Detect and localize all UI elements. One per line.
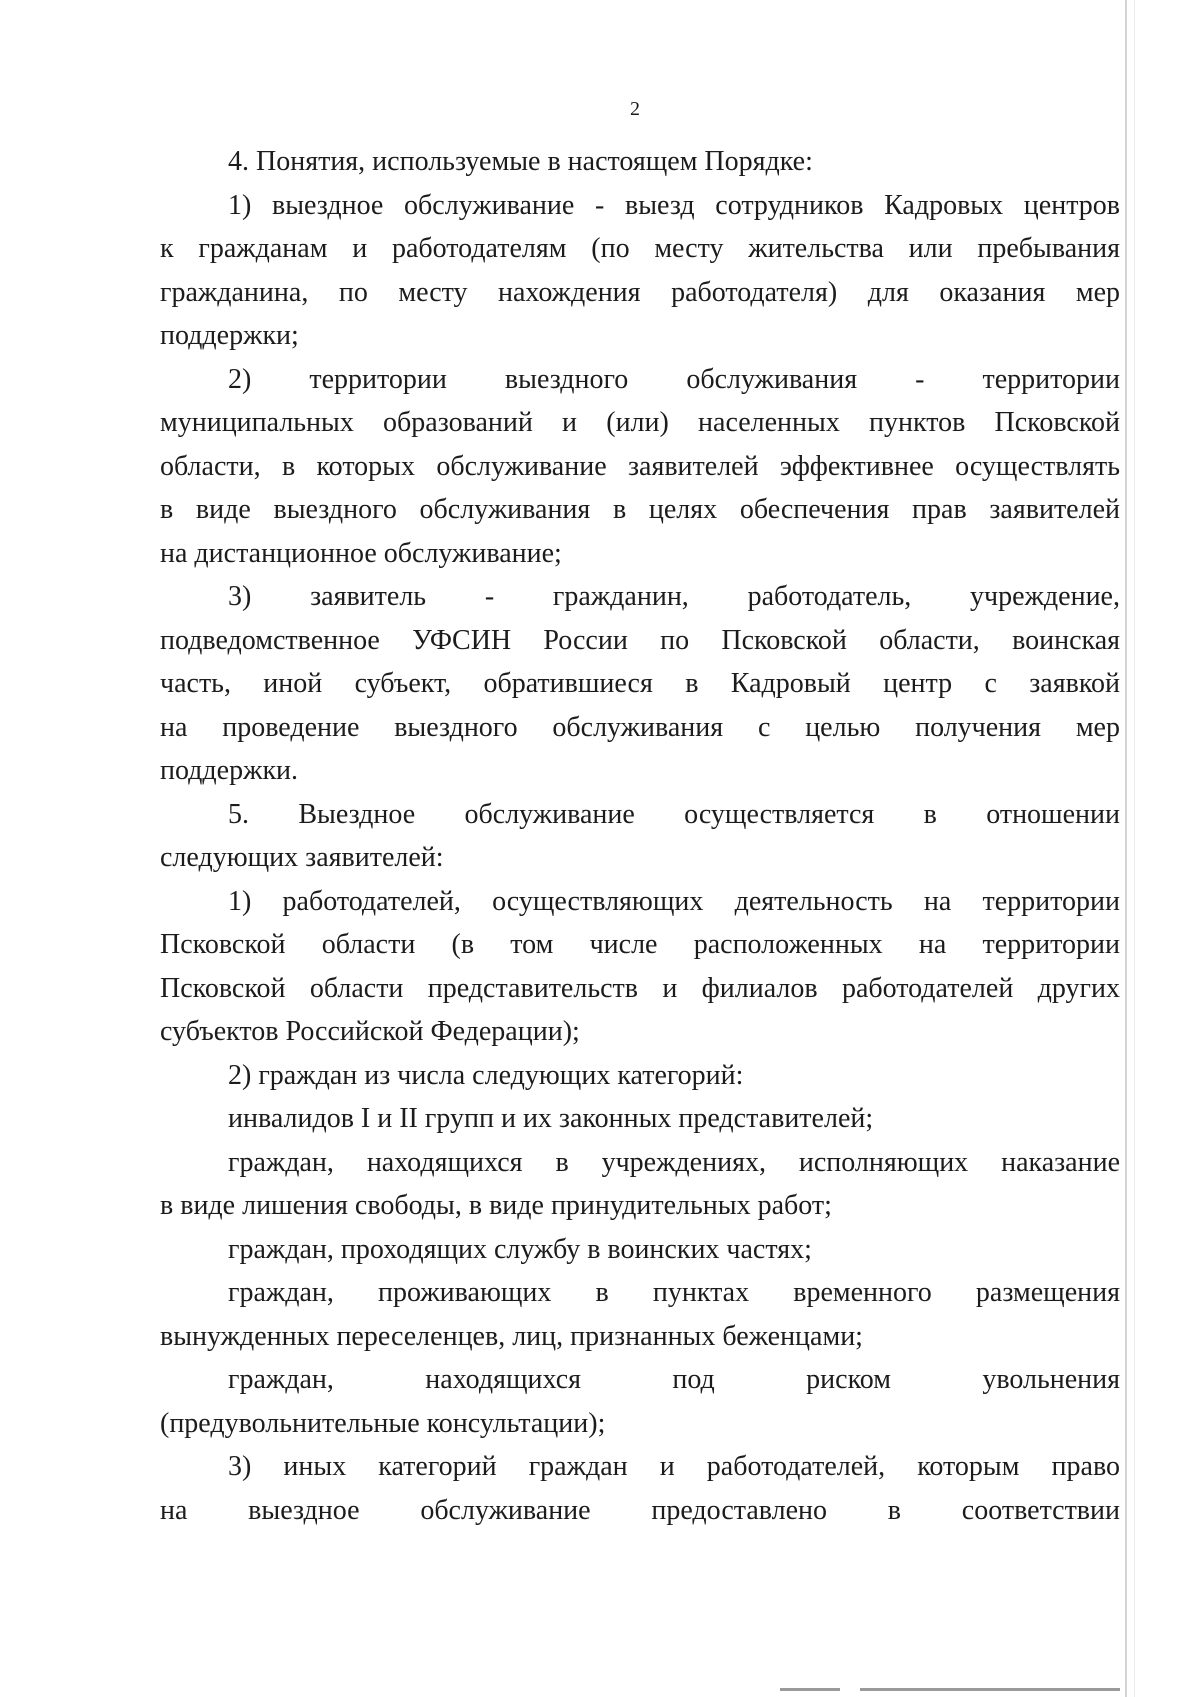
paragraph-line: муниципальных образований и (или) населенных пунктов Псковской bbox=[160, 407, 1120, 438]
paragraph-line: граждан, находящихся под риском увольнения bbox=[228, 1364, 1120, 1395]
paragraph-line: поддержки. bbox=[160, 755, 299, 786]
scan-artifact bbox=[860, 1688, 1120, 1691]
paragraph-line: 5. Выездное обслуживание осуществляется в отношении bbox=[228, 798, 1120, 830]
paragraph-line: (предувольнительные консультации); bbox=[160, 1407, 606, 1439]
paragraph-line: граждан, проживающих в пунктах временного размещения bbox=[228, 1277, 1120, 1308]
paragraph-line: 3) заявитель - гражданин, работодатель, учреждение, bbox=[228, 581, 1120, 612]
paragraph-line: на дистанционное обслуживание; bbox=[160, 537, 562, 569]
paragraph-line: граждан, проходящих службу в воинских частях; bbox=[228, 1233, 812, 1265]
paragraph-line: на проведение выездного обслуживания с целью получения мер bbox=[160, 711, 1120, 743]
paragraph-line: 2) граждан из числа следующих категорий: bbox=[228, 1059, 744, 1091]
paragraph-line: поддержки; bbox=[160, 320, 299, 351]
page-number: 2 bbox=[630, 98, 640, 120]
paragraph-line: 3) иных категорий граждан и работодателей, которым право bbox=[228, 1451, 1120, 1482]
scan-edge-line bbox=[1134, 0, 1135, 1697]
paragraph-line: Псковской области (в том числе расположенных на территории bbox=[160, 929, 1120, 960]
paragraph-line: области, в которых обслуживание заявителей эффективнее осуществлять bbox=[160, 450, 1120, 482]
paragraph-line: граждан, находящихся в учреждениях, исполняющих наказание bbox=[228, 1146, 1120, 1178]
paragraph-line: 1) работодателей, осуществляющих деятельность на территории bbox=[228, 885, 1120, 917]
paragraph-line: к гражданам и работодателям (по месту жительства или пребывания bbox=[160, 233, 1120, 264]
paragraph-line: часть, иной субъект, обратившиеся в Кадровый центр с заявкой bbox=[160, 668, 1120, 699]
paragraph-line: 2) территории выездного обслуживания - территории bbox=[228, 363, 1120, 395]
paragraph-line: на выездное обслуживание предоставлено в соответствии bbox=[160, 1494, 1120, 1526]
paragraph-line: в виде лишения свободы, в виде принудительных работ; bbox=[160, 1190, 832, 1221]
paragraph-line: инвалидов I и II групп и их законных представителей; bbox=[228, 1103, 874, 1134]
paragraph-line: следующих заявителей: bbox=[160, 842, 444, 873]
paragraph-line: вынужденных переселенцев, лиц, признанных беженцами; bbox=[160, 1320, 863, 1352]
paragraph-line: в виде выездного обслуживания в целях обеспечения прав заявителей bbox=[160, 494, 1120, 525]
paragraph-line: 4. Понятия, используемые в настоящем Порядке: bbox=[228, 146, 813, 177]
paragraph-line: субъектов Российской Федерации); bbox=[160, 1016, 580, 1047]
paragraph-line: 1) выездное обслуживание - выезд сотрудников Кадровых центров bbox=[228, 189, 1120, 221]
paragraph-line: подведомственное УФСИН России по Псковской области, воинская bbox=[160, 624, 1120, 656]
document-body bbox=[160, 140, 1120, 1532]
scan-artifact bbox=[780, 1688, 840, 1691]
scan-edge-line bbox=[1125, 0, 1127, 1697]
paragraph-line: Псковской области представительств и филиалов работодателей других bbox=[160, 972, 1120, 1004]
paragraph-line: гражданина, по месту нахождения работодателя) для оказания мер bbox=[160, 276, 1120, 308]
